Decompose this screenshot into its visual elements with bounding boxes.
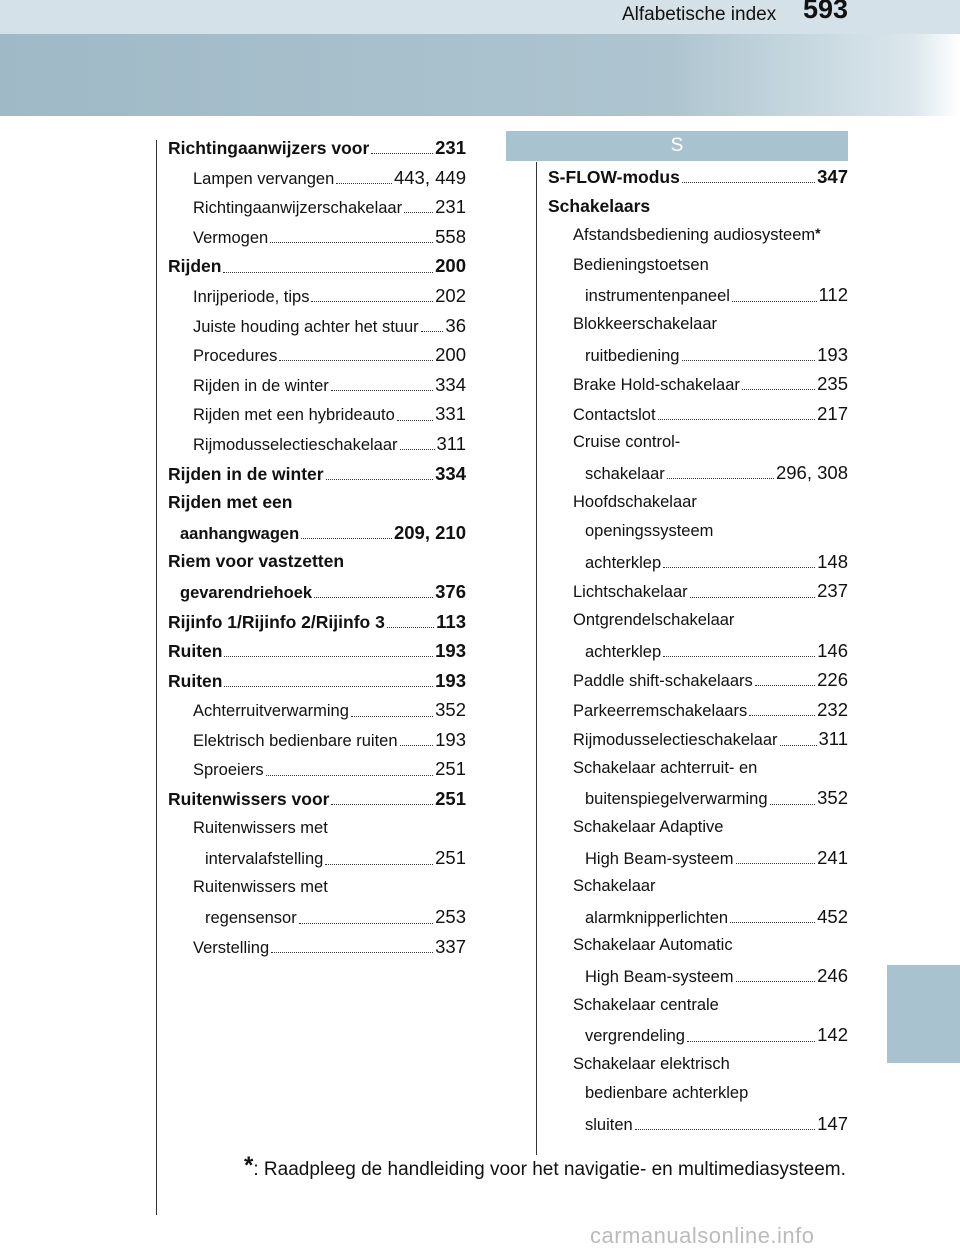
index-entry (548, 576, 848, 606)
dot-leader (371, 153, 433, 154)
page-number: 593 (803, 0, 849, 24)
index-entry (548, 1109, 848, 1139)
entry-label: Contactslot (573, 405, 656, 424)
index-entry (548, 961, 848, 991)
index-entry (548, 340, 848, 370)
index-entry (548, 369, 848, 399)
entry-label: Rijinfo 1/Rijinfo 2/Rijinfo 3 (168, 611, 385, 632)
index-entry (548, 399, 848, 429)
entry-page-number: 36 (445, 314, 466, 336)
column-divider-left (156, 140, 157, 1215)
entry-page-number: 251 (435, 788, 466, 810)
entry-page-number: 226 (817, 669, 848, 691)
entry-page-number: 241 (817, 846, 848, 868)
entry-page-number: 235 (817, 373, 848, 395)
dot-leader (271, 952, 433, 953)
entry-label: Procedures (193, 347, 278, 366)
entry-label: Schakelaar centrale (573, 995, 719, 1014)
index-column-left (168, 133, 466, 962)
index-entry (168, 547, 466, 577)
entry-label: aanhangwagen (180, 524, 300, 543)
entry-label: Vermogen (193, 228, 269, 247)
index-entry (548, 813, 848, 843)
section-title: Alfabetische index (622, 4, 777, 25)
entry-page-number: 337 (435, 936, 466, 958)
entry-label: Rijden (168, 256, 222, 277)
entry-label: Inrijperiode, tips (193, 287, 310, 306)
entry-page-number: 148 (817, 550, 848, 572)
entry-page-number: 352 (817, 787, 848, 809)
dot-leader (736, 981, 816, 982)
index-entry (548, 162, 848, 192)
entry-label: Achterruitverwarming (193, 702, 349, 721)
entry-label: Schakelaars (548, 195, 651, 216)
index-entry (548, 547, 848, 577)
index-entry (168, 725, 466, 755)
entry-page-number: 246 (817, 965, 848, 987)
dot-leader (400, 449, 435, 450)
entry-label: Ruitenwissers met (193, 877, 328, 896)
entry-page-number: 209, 210 (393, 521, 466, 543)
entry-page-number: 146 (817, 639, 848, 661)
entry-label: Ruiten (168, 670, 223, 691)
dot-leader (690, 597, 815, 598)
index-entry (168, 133, 466, 163)
dot-leader (299, 923, 433, 924)
dot-leader (326, 479, 434, 480)
dot-leader (755, 685, 815, 686)
entry-label: Schakelaar Adaptive (573, 818, 724, 837)
entry-label: Juiste houding achter het stuur (193, 317, 419, 336)
index-entry (548, 1020, 848, 1050)
dot-leader (667, 478, 774, 479)
footnote-text: : Raadpleeg de handleiding voor het navigatie- en multimediasysteem. (253, 1159, 846, 1180)
index-entry (168, 932, 466, 962)
entry-page-number: 558 (435, 225, 466, 247)
entry-label: Lampen vervangen (193, 169, 335, 188)
dot-leader (397, 420, 433, 421)
index-entry (548, 931, 848, 961)
entry-label: intervalafstelling (205, 850, 324, 869)
index-entry (548, 517, 848, 547)
index-entry (548, 724, 848, 754)
entry-page-number: 217 (817, 402, 848, 424)
entry-label: S-FLOW-modus (548, 167, 680, 187)
entry-label: Schakelaar Automatic (573, 936, 733, 955)
entry-page-number: 443, 449 (393, 166, 466, 188)
index-entry (548, 192, 848, 222)
dot-leader (223, 272, 433, 273)
index-entry (548, 695, 848, 725)
dot-leader (682, 182, 815, 183)
entry-label: Brake Hold-schakelaar (573, 376, 740, 395)
dot-leader (331, 804, 433, 805)
index-entry (548, 902, 848, 932)
index-entry (548, 872, 848, 902)
dot-leader (301, 538, 392, 539)
index-entry (168, 873, 466, 903)
entry-label: Blokkeerschakelaar (573, 314, 717, 333)
entry-page-number: 202 (435, 284, 466, 306)
entry-label: Ontgrendelschakelaar (573, 610, 735, 629)
entry-label: Parkeerremschakelaars (573, 701, 748, 720)
index-entry (548, 606, 848, 636)
entry-label: Richtingaanwijzerschakelaar (193, 199, 403, 218)
index-entry (168, 902, 466, 932)
entry-page-number: 251 (435, 847, 466, 869)
entry-page-number: 311 (818, 728, 848, 750)
index-entry (548, 665, 848, 695)
footnote-asterisk: * (815, 225, 821, 242)
dot-leader (224, 686, 433, 687)
index-entry (168, 518, 466, 548)
index-entry (548, 1079, 848, 1109)
entry-page-number: 237 (817, 580, 848, 602)
entry-label: instrumentenpaneel (585, 287, 730, 306)
index-entry (548, 636, 848, 666)
dot-leader (270, 242, 433, 243)
dot-leader (404, 212, 433, 213)
entry-label: Elektrisch bedienbare ruiten (193, 731, 398, 750)
entry-label: achterklep (585, 553, 662, 572)
dot-leader (311, 301, 433, 302)
index-entry (168, 636, 466, 666)
index-entry (548, 251, 848, 281)
entry-label: Rijden in de winter (193, 376, 329, 395)
index-entry (168, 251, 466, 281)
entry-label: Afstandsbediening audiosysteem (573, 226, 816, 245)
index-entry (548, 843, 848, 873)
index-entry (168, 429, 466, 459)
column-divider-middle (536, 162, 537, 1155)
index-entry (168, 192, 466, 222)
entry-page-number: 142 (817, 1024, 848, 1046)
section-letter-header: S (506, 131, 848, 161)
entry-page-number: 231 (435, 196, 466, 218)
entry-page-number: 376 (435, 580, 466, 602)
watermark: carmanualsonline.info (590, 1223, 815, 1248)
index-entry (168, 695, 466, 725)
dot-leader (682, 360, 816, 361)
entry-label: Ruitenwissers met (193, 818, 328, 837)
entry-label: Rijden in de winter (168, 463, 324, 484)
dot-leader (780, 745, 817, 746)
entry-label: regensensor (205, 909, 297, 928)
index-entry (168, 281, 466, 311)
entry-label: Schakelaar elektrisch (573, 1054, 730, 1073)
entry-label: Verstelling (193, 939, 270, 958)
entry-page-number: 311 (436, 432, 466, 454)
index-entry (168, 399, 466, 429)
index-column-right (548, 162, 848, 1139)
entry-label: openingssysteem (585, 522, 714, 541)
entry-label: alarmknipperlichten (585, 908, 729, 927)
index-entry (168, 370, 466, 400)
index-entry (168, 222, 466, 252)
entry-page-number: 251 (435, 758, 466, 780)
entry-label: ruitbediening (585, 346, 680, 365)
entry-label: Rijden met een (168, 492, 293, 513)
entry-label: Riem voor vastzetten (168, 551, 345, 572)
dot-leader (736, 863, 816, 864)
entry-page-number: 452 (817, 905, 848, 927)
dot-leader (663, 567, 815, 568)
index-entry (548, 221, 848, 251)
entry-page-number: 200 (435, 344, 466, 366)
entry-label: Sproeiers (193, 761, 264, 780)
index-entry (168, 843, 466, 873)
entry-page-number: 334 (435, 462, 466, 484)
entry-label: Bedieningstoetsen (573, 255, 709, 274)
dot-leader (732, 301, 817, 302)
index-entry (168, 814, 466, 844)
index-entry (168, 311, 466, 341)
entry-page-number: 352 (435, 699, 466, 721)
dot-leader (730, 922, 815, 923)
entry-page-number: 147 (817, 1113, 848, 1134)
index-entry (168, 607, 466, 637)
footnote-marker: * (244, 1152, 254, 1179)
dot-leader (687, 1041, 815, 1042)
index-entry (168, 784, 466, 814)
dot-leader (224, 656, 433, 657)
entry-label: Rijden met een hybrideauto (193, 406, 395, 425)
dot-leader (663, 656, 815, 657)
entry-page-number: 253 (435, 906, 466, 928)
dot-leader (331, 390, 433, 391)
entry-label: vergrendeling (585, 1027, 685, 1046)
index-entry (548, 428, 848, 458)
entry-label: Richtingaanwijzers voor (168, 138, 370, 158)
dot-leader (635, 1129, 815, 1130)
entry-page-number: 232 (817, 698, 848, 720)
entry-label: High Beam-systeem (585, 968, 734, 987)
dot-leader (770, 804, 816, 805)
index-entry (548, 754, 848, 784)
entry-label: Ruitenwissers voor (168, 789, 330, 810)
dot-leader (325, 864, 433, 865)
index-entry (548, 783, 848, 813)
header-banner (0, 34, 960, 116)
dot-leader (279, 360, 433, 361)
entry-page-number: 231 (435, 137, 466, 158)
entry-label: Schakelaar (573, 877, 656, 896)
entry-label: achterklep (585, 642, 662, 661)
index-entry (548, 488, 848, 518)
index-entry (168, 163, 466, 193)
dot-leader (351, 716, 433, 717)
entry-page-number: 331 (435, 403, 466, 425)
index-entry (548, 1050, 848, 1080)
entry-label: High Beam-systeem (585, 849, 734, 868)
entry-label: Hoofdschakelaar (573, 492, 697, 511)
dot-leader (742, 389, 815, 390)
dot-leader (336, 183, 392, 184)
entry-page-number: 334 (435, 373, 466, 395)
index-entry (168, 754, 466, 784)
entry-label: Schakelaar achterruit- en (573, 758, 758, 777)
entry-label: gevarendriehoek (180, 583, 313, 602)
index-entry (168, 340, 466, 370)
chapter-tab-marker (887, 965, 960, 1063)
index-entry (168, 459, 466, 489)
entry-page-number: 193 (435, 669, 466, 691)
dot-leader (314, 597, 433, 598)
index-entry (548, 280, 848, 310)
entry-page-number: 112 (818, 284, 848, 306)
index-entry (168, 488, 466, 518)
dot-leader (266, 775, 434, 776)
entry-label: Cruise control- (573, 433, 681, 452)
index-entry (168, 666, 466, 696)
entry-page-number: 193 (435, 728, 466, 750)
entry-page-number: 296, 308 (775, 461, 848, 483)
entry-label: schakelaar (585, 464, 665, 483)
index-entry (548, 310, 848, 340)
entry-label: Paddle shift-schakelaars (573, 672, 753, 691)
entry-page-number: 193 (817, 343, 848, 365)
entry-label: sluiten (585, 1116, 633, 1134)
entry-label: Ruiten (168, 641, 223, 662)
dot-leader (658, 419, 816, 420)
entry-label: bedienbare achterklep (585, 1084, 749, 1103)
entry-page-number: 193 (435, 640, 466, 662)
dot-leader (400, 745, 434, 746)
dot-leader (387, 627, 434, 628)
index-entry (548, 991, 848, 1021)
index-entry (548, 458, 848, 488)
entry-label: Rijmodusselectieschakelaar (193, 435, 398, 454)
dot-leader (421, 331, 444, 332)
entry-label: buitenspiegelverwarming (585, 790, 768, 809)
dot-leader (749, 715, 815, 716)
index-entry (168, 577, 466, 607)
footnote (244, 1152, 846, 1181)
entry-label: Lichtschakelaar (573, 583, 688, 602)
entry-page-number: 113 (436, 610, 466, 632)
entry-page-number: 347 (817, 166, 848, 187)
entry-page-number: 200 (435, 255, 466, 277)
entry-label: Rijmodusselectieschakelaar (573, 731, 778, 750)
